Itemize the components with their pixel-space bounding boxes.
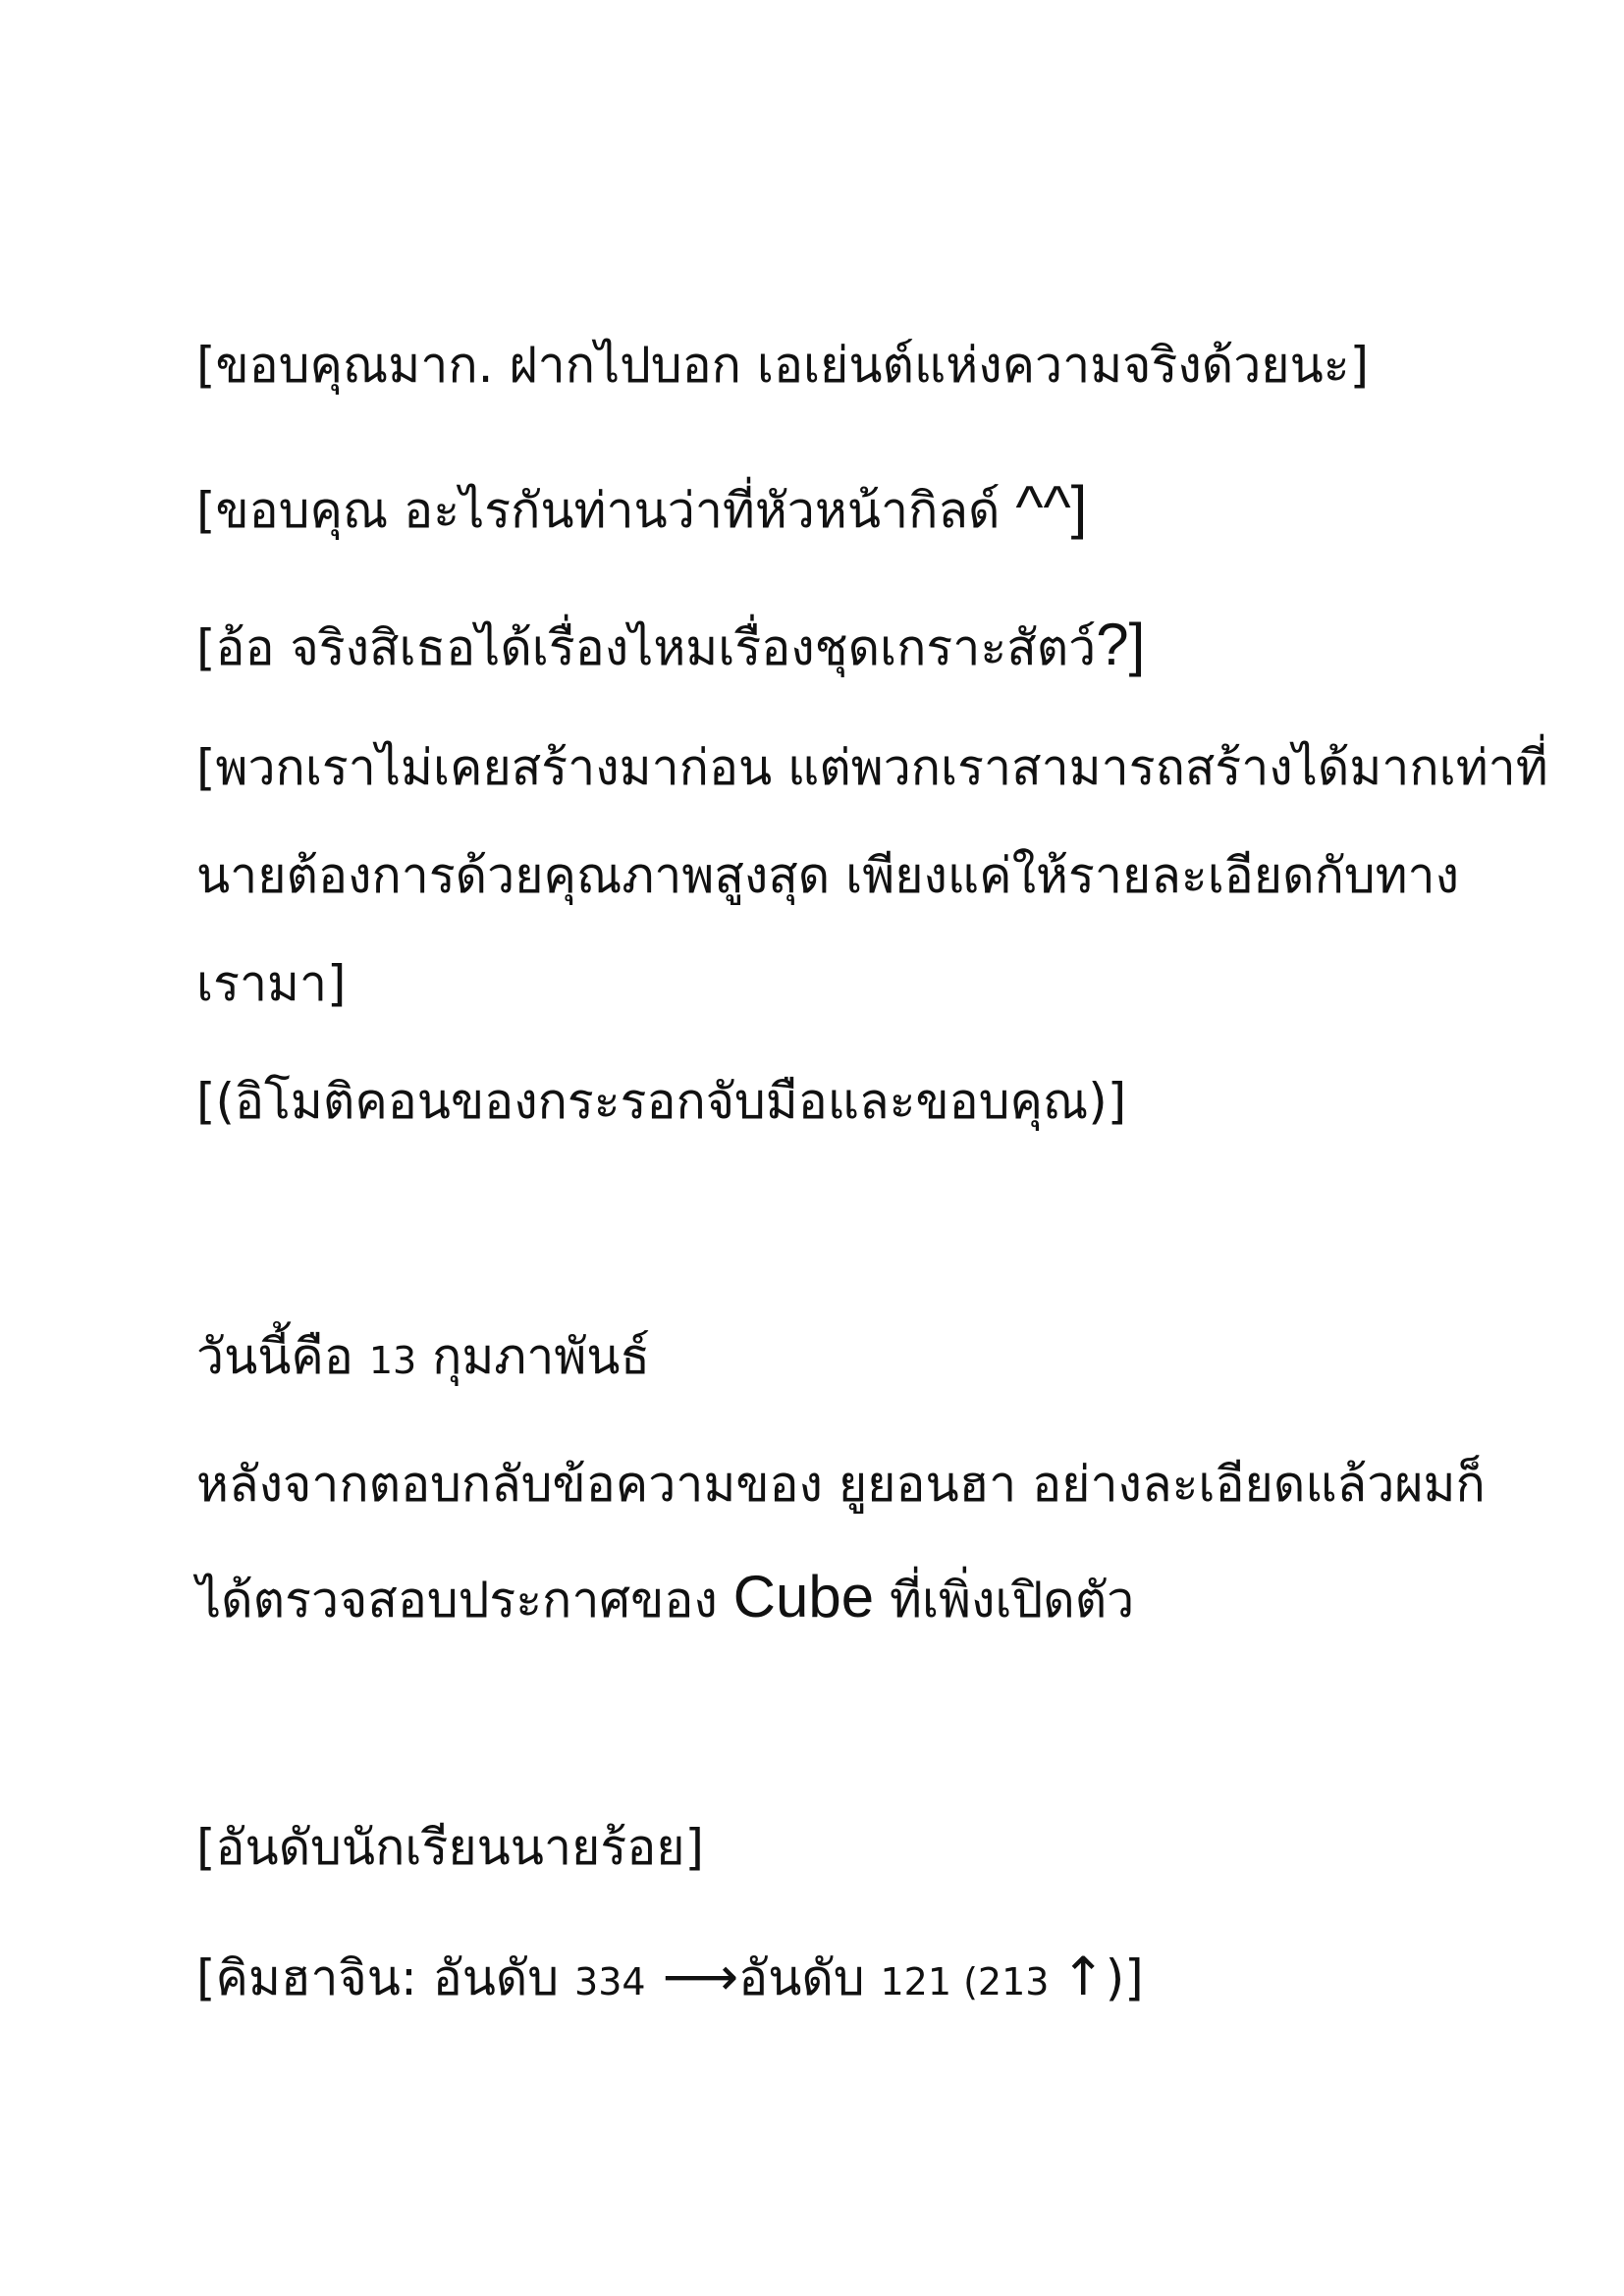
date-line xyxy=(196,1328,650,1385)
dialogue-line-6: เรามา] xyxy=(196,955,347,1012)
dialogue-line-1: [ขอบคุณมาก. ฝากไปบอก เอเย่นต์แห่งความจริงด้วยนะ] xyxy=(196,337,1370,394)
date-number: 13 xyxy=(368,1339,417,1382)
ranking-change: (213 xyxy=(951,1960,1061,2003)
dialogue-line-2-emph: ^^] xyxy=(1015,474,1088,540)
narration-line-1: หลังจากตอบกลับข้อความของ ยูยอนฮา อย่างละเอียดแล้วผมก็ xyxy=(196,1456,1486,1513)
date-prefix: วันนี้คือ xyxy=(196,1328,369,1385)
ranking-to-label: อันดับ xyxy=(738,1949,881,2006)
ranking-to: 121 xyxy=(880,1960,952,2003)
dialogue-line-2 xyxy=(196,474,1088,540)
dialogue-line-7: [(อิโมติคอนของกระรอกจับมือและขอบคุณ)] xyxy=(196,1073,1127,1130)
cube-brand: Cube xyxy=(732,1564,875,1629)
up-arrow-icon: ↑ xyxy=(1060,1946,1106,2007)
dialogue-line-4: [พวกเราไม่เคยสร้างมาก่อน แต่พวกเราสามารถสร้างได้มากเท่าที่ xyxy=(196,739,1548,796)
dialogue-line-3 xyxy=(196,612,1146,677)
date-suffix: กุมภาพันธ์ xyxy=(416,1328,650,1385)
narration-2-suffix: ที่เพิ่งเปิดตัว xyxy=(874,1572,1135,1629)
narration-line-2 xyxy=(196,1564,1135,1629)
ranking-open: [คิมฮาจิน: อันดับ xyxy=(196,1949,575,2006)
ranking-close: )] xyxy=(1105,1949,1144,2006)
dialogue-line-2-text: [ขอบคุณ อะไรกันท่านว่าที่หัวหน้ากิลด์ xyxy=(196,482,1016,539)
ranking-line xyxy=(196,1946,1144,2007)
narration-2-prefix: ได้ตรวจสอบประกาศของ xyxy=(196,1572,733,1629)
dialogue-line-3-emph: ?] xyxy=(1096,612,1146,677)
dialogue-line-3-text: [อ้อ จริงสิเธอได้เรื่องไหมเรื่องชุดเกราะสัตว์ xyxy=(196,619,1097,676)
right-arrow-icon: ⟶ xyxy=(645,1946,739,2007)
ranking-from: 334 xyxy=(574,1960,646,2003)
ranking-header: [อันดับนักเรียนนายร้อย] xyxy=(196,1819,705,1876)
dialogue-line-5: นายต้องการด้วยคุณภาพสูงสุด เพียงแค่ให้รายละเอียดกับทาง xyxy=(196,847,1460,904)
